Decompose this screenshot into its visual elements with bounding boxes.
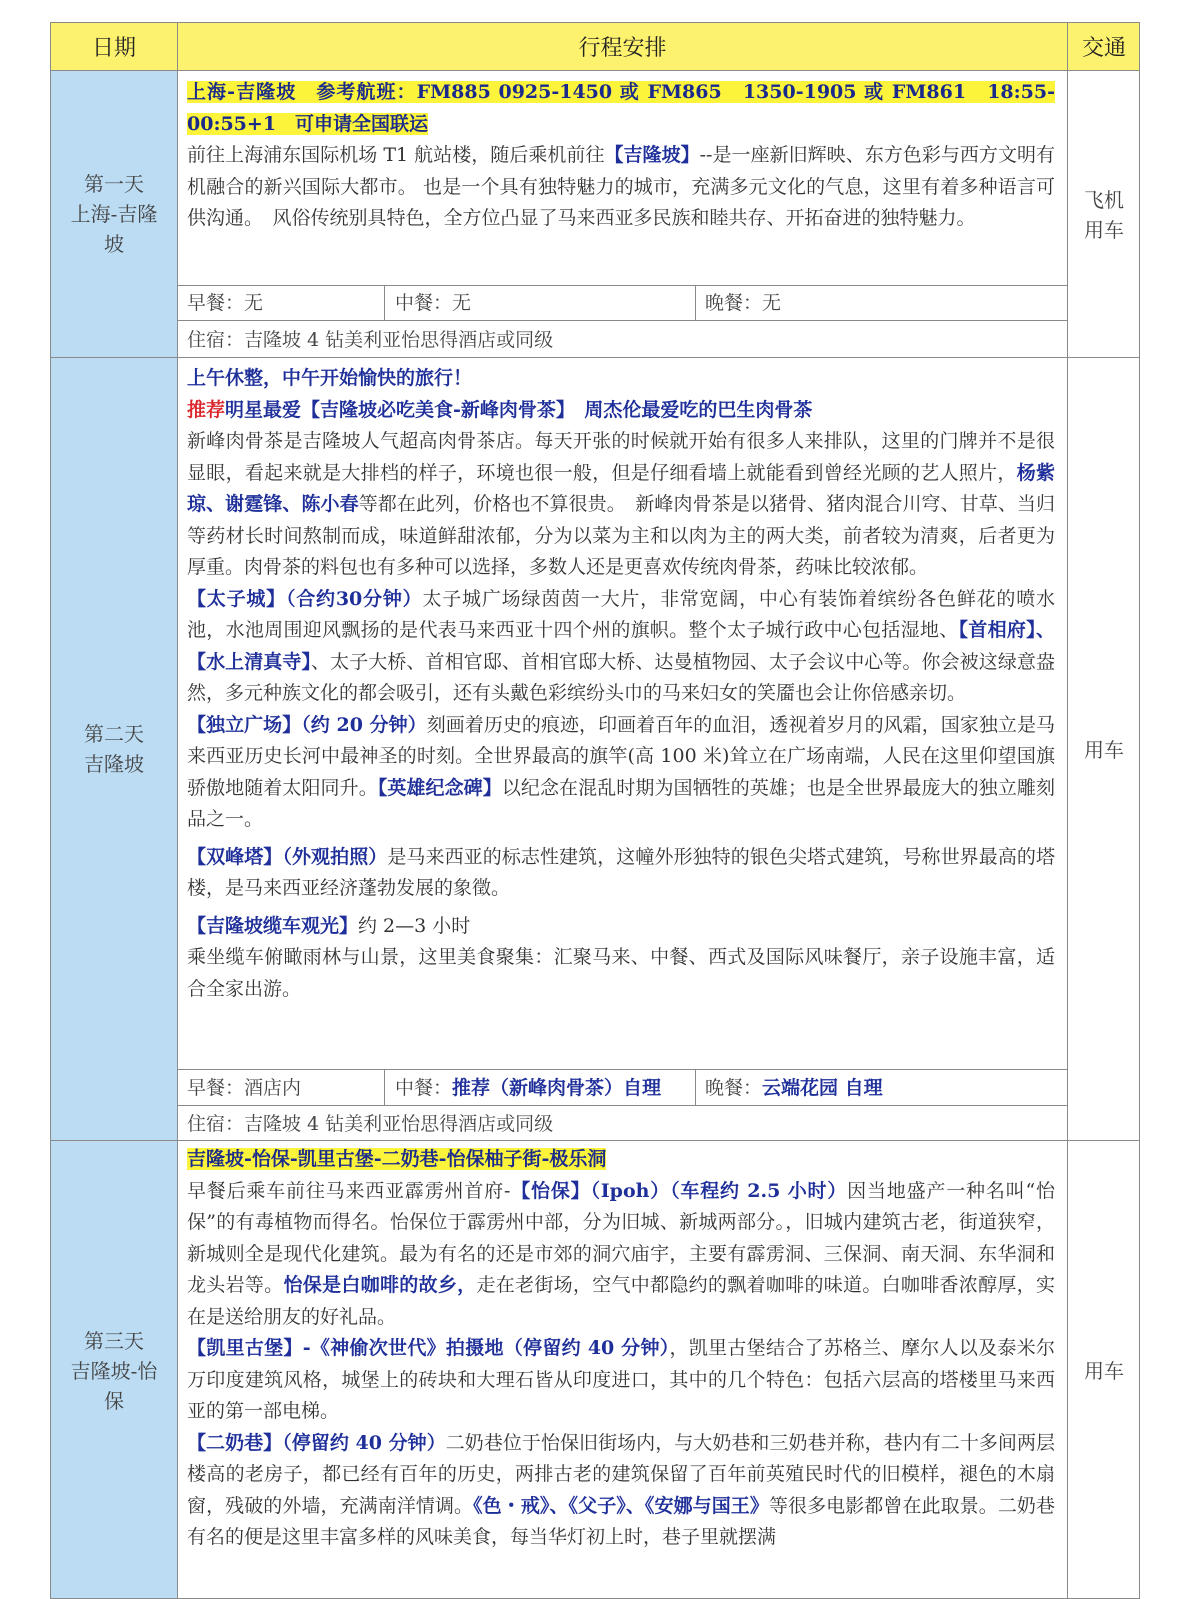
day2-dinner <box>705 1073 883 1103</box>
day2-dinner-value: 云端花园 自理 <box>762 1077 883 1099</box>
column-divider <box>177 71 178 1599</box>
day2-date-cell <box>51 358 177 1141</box>
day2-p2-d: 、太子大桥、首相官邸、首相官邸大桥、达曼植物园、太子会议中心等。你会被这绿意盎然，多元种族文化的都会吸引，还有头戴色彩缤纷头巾的马来妇女的笑靥也会让你倍感亲切。 <box>187 650 1055 704</box>
day1-route: 上海-吉隆 <box>70 202 158 226</box>
day2-p3-b: 刻画着历史的痕迹，印画着百年的血泪，透视着岁月的风霜，国家独立是马来西亚历史长河中最神圣的时刻。全世界最高的旗竿(高 100 米)耸立在广场南端，人民在这里仰望国旗骄傲地随着太阳同升。 <box>187 713 1055 799</box>
day3-p2-a: 【凯里古堡】-《神偷次世代》拍摄地（停留约 40 分钟） <box>187 1337 670 1359</box>
day1-title-text: 上海-吉隆坡 参考航班：FM885 0925-1450 或 FM865 1350-1905 或 FM861 18:55-00:55+1 可申请全国联运 <box>187 81 1055 135</box>
day2-breakfast: 早餐：酒店内 <box>187 1077 302 1099</box>
day3-p3-b: 二奶巷位于怡保旧街场内，与大奶巷和三奶巷并称，巷内有二十多间两层楼高的老房子，都已经有百年的历史，两排古老的建筑保留了百年前英殖民时代的旧模样，褪色的木扇窗，残破的外墙，充满南洋情调。 <box>187 1431 1056 1517</box>
day2-p3-d: 以纪念在混乱时期为国牺牲的英雄；也是全世界最庞大的独立雕刻品之一。 <box>187 776 1055 830</box>
day1-hotel: 住宿：吉隆坡 4 钻美利亚怡思得酒店或同级 <box>187 329 554 351</box>
day2-para5 <box>187 911 1055 943</box>
day3-title-text: 吉隆坡-怡保-凯里古堡-二奶巷-怡保柚子街-极乐洞 <box>187 1148 607 1170</box>
meal-divider <box>695 1069 696 1105</box>
header-transport: 交通 <box>1067 23 1140 71</box>
day2-p2-a: 【太子城】（合约30分钟） <box>187 587 423 610</box>
day3-p1-a: 早餐后乘车前往马来西亚霹雳州首府- <box>187 1179 511 1202</box>
day2-lunch-label: 中餐： <box>395 1077 453 1099</box>
day2-p5-b: 约 2—3 小时 <box>358 914 471 937</box>
day3-para1 <box>187 1176 1055 1334</box>
day2-p3-c: 【英雄纪念碑】 <box>377 776 502 799</box>
day1-date-cell <box>51 71 177 358</box>
day1-body <box>187 77 1055 235</box>
day1-desc-a: 前往上海浦东国际机场 T1 航站楼，随后乘机前往 <box>187 144 605 166</box>
day3-p1-b: 【怡保】（Ipoh）（车程约 2.5 小时） <box>510 1179 848 1202</box>
day2-body <box>187 363 1055 1005</box>
day2-transport: 用车 <box>1084 737 1124 762</box>
day2-para1 <box>187 426 1055 584</box>
day2-para6: 乘坐缆车俯瞰雨林与山景，这里美食聚集：汇聚马来、中餐、西式及国际风味餐厅，亲子设施丰富，适合全家出游。 <box>187 946 1055 1000</box>
day3-transport: 用车 <box>1084 1358 1124 1383</box>
day3-p1-c: 因当地盛产一种名叫“怡保”的有毒植物而得名。怡保位于霹雳州中部，分为旧城、新城两部分。，旧城内建筑古老，街道狭窄，新城则全是现代化建筑。最为有名的还是市郊的洞穴庙宇，主要有霹雳洞、三保洞、南天洞、东华洞和龙头岩等。 <box>187 1179 1056 1296</box>
day3-transport-cell <box>1068 1141 1140 1599</box>
day2-p2-c: 【首相府】、【水上清真寺】 <box>187 619 1055 673</box>
day3-body <box>187 1144 1055 1554</box>
day3-p3-a: 【二奶巷】（停留约 40 分钟） <box>187 1431 446 1454</box>
day1-transport-1: 飞机 <box>1084 187 1124 212</box>
day3-p3-c: 《色・戒》、《父子》、《安娜与国王》 <box>473 1494 769 1517</box>
day3-p1-d: 怡保是白咖啡的故乡， <box>283 1274 477 1296</box>
day1-route-cont: 坡 <box>104 232 124 256</box>
day2-hotel: 住宿：吉隆坡 4 钻美利亚怡思得酒店或同级 <box>187 1113 554 1135</box>
day3-route: 吉隆坡-怡 <box>70 1358 158 1383</box>
day2-intro: 上午休整，中午开始愉快的旅行！ <box>187 367 473 389</box>
day3-route-cont: 保 <box>104 1388 124 1413</box>
day1-transport-2: 用车 <box>1084 217 1124 242</box>
day2-p3-a: 【独立广场】（约 20 分钟） <box>187 713 427 736</box>
day2-dinner-label: 晚餐： <box>705 1077 763 1099</box>
day1-transport-cell <box>1068 71 1140 358</box>
day1-breakfast: 早餐：无 <box>187 292 264 314</box>
day1-date-label: 第一天 <box>84 172 144 196</box>
day2-p2-b: 太子城广场绿茵茵一大片，非常宽阔，中心有装饰着缤纷各色鲜花的喷水池，水池周围迎风飘扬的是代表马来西亚十四个州的旗帜。整个太子城行政中心包括湿地、 <box>187 587 1055 641</box>
day2-transport-cell <box>1068 358 1140 1141</box>
meal-divider <box>384 1069 385 1105</box>
day2-p4-b: 是马来西亚的标志性建筑，这幢外形独特的银色尖塔式建筑，号称世界最高的塔楼，是马来西亚经济蓬勃发展的象徵。 <box>187 845 1055 899</box>
itinerary-table <box>50 22 1140 1599</box>
day3-date-label: 第三天 <box>84 1328 144 1353</box>
day1-lunch: 中餐：无 <box>395 292 472 314</box>
day2-para3 <box>187 710 1055 836</box>
day2-date-label: 第二天 <box>84 722 144 746</box>
row-divider <box>177 357 1140 358</box>
day3-para2 <box>187 1333 1055 1428</box>
day2-para2 <box>187 584 1055 710</box>
meal-divider <box>695 285 696 320</box>
meal-divider <box>384 285 385 320</box>
day2-lunch <box>395 1073 661 1103</box>
day2-route: 吉隆坡 <box>84 752 144 776</box>
day2-p5-a: 【吉隆坡缆车观光】 <box>187 914 359 937</box>
day3-p2-b: ，凯里古堡结合了苏格兰、摩尔人以及泰米尔万印度建筑风格，城堡上的砖块和大理石皆从印度进口，其中的几个特色：包括六层高的塔楼里马来西亚的第一部电梯。 <box>187 1337 1055 1422</box>
day2-para4 <box>187 842 1055 905</box>
day2-recommend <box>187 395 1055 427</box>
day2-p1-celebs: 杨紫琼、谢霆锋、陈小春 <box>187 461 1055 515</box>
divider <box>177 285 1067 286</box>
day3-p1-e: 走在老街场，空气中都隐约的飘着咖啡的味道。白咖啡香浓醇厚，实在是送给朋友的好礼品。 <box>187 1274 1055 1328</box>
day1-desc-highlight: 【吉隆坡】 <box>604 144 700 166</box>
day3-para3 <box>187 1428 1055 1554</box>
day3-title <box>187 1144 1055 1176</box>
header-date: 日期 <box>51 23 177 71</box>
day3-date-cell <box>51 1141 177 1599</box>
divider <box>177 1105 1067 1106</box>
day2-p1-a: 新峰肉骨茶是吉隆坡人气超高肉骨茶店。每天开张的时候就开始有很多人来排队，这里的门牌并不是很显眼，看起来就是大排档的样子，环境也很一般，但是仔细看墙上就能看到曾经光顾的艺人照片， <box>187 430 1055 484</box>
row-divider <box>51 1140 1140 1141</box>
day2-recommend-tag: 推荐 <box>187 398 226 421</box>
day1-dinner: 晚餐：无 <box>705 292 782 314</box>
day1-title <box>187 77 1055 140</box>
divider <box>177 320 1067 321</box>
header-schedule: 行程安排 <box>177 23 1067 71</box>
day2-p1-c: 等都在此列，价格也不算很贵。 新峰肉骨茶是以猪骨、猪肉混合川穹、甘草、当归等药材长时间熬制而成，味道鲜甜浓郁，分为以菜为主和以肉为主的两大类，前者较为清爽，后者更为厚重。肉骨茶的料包也有多种可以选择，多数人还是更喜欢传统肉骨茶，药味比较浓郁。 <box>187 493 1055 578</box>
day2-recommend-text: 明星最爱【吉隆坡必吃美食-新峰肉骨茶】 周杰伦最爱吃的巴生肉骨茶 <box>225 398 813 421</box>
day2-p4-a: 【双峰塔】（外观拍照） <box>187 845 388 868</box>
day1-desc <box>187 140 1055 235</box>
day3-p3-d: 等很多电影都曾在此取景。二奶巷有名的便是这里丰富多样的风味美食，每当华灯初上时，巷子里就摆满 <box>187 1494 1055 1548</box>
day1-desc-c: --是一座新旧辉映、东方色彩与西方文明有机融合的新兴国际大都市。 也是一个具有独特魅力的城市，充满多元文化的气息，这里有着多种语言可供沟通。 风俗传统别具特色，全方位凸显了马来西亚多民族和睦共存、开拓奋进的独特魅力。 <box>187 144 1056 229</box>
divider <box>177 1069 1067 1070</box>
day2-lunch-value: 推荐（新峰肉骨茶）自理 <box>452 1077 662 1099</box>
